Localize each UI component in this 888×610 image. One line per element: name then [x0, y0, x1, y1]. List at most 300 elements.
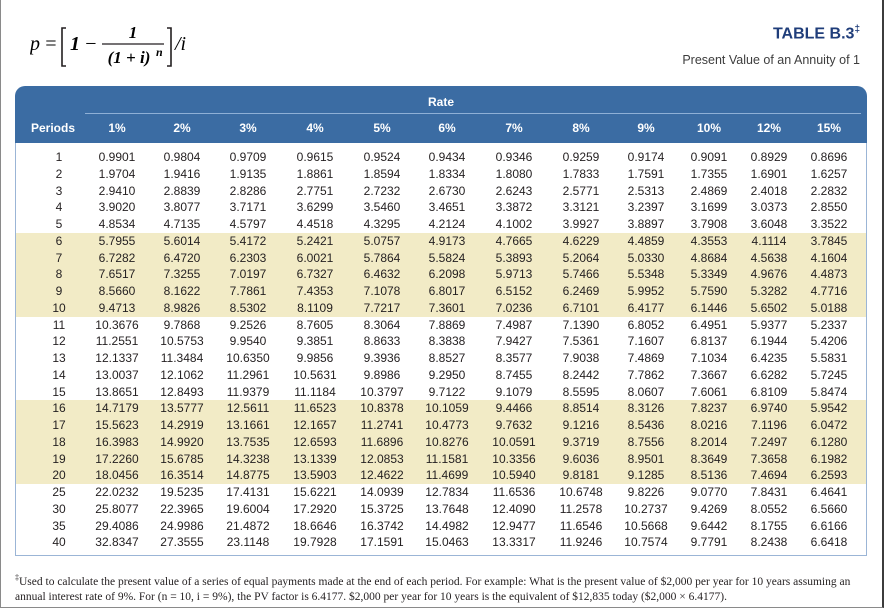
footnote-text: Used to calculate the present value of a series of equal payments made at the end of each period. For example: What is the present value of $2,000 per year for 10 years assuming an annual interest rate of 9%. For (n = 10, i = 9%), the PV factor is 6.4177. $2,000 per year for 10 years is the equivalent of $12,835 today ($2,000 × 6.4177). — [15, 575, 851, 603]
rate-header: 8% — [572, 121, 590, 135]
table-subtitle: Present Value of an Annuity of 1 — [682, 53, 860, 67]
table-cell: 9.7632 — [495, 418, 533, 432]
table-cell: 0.8696 — [810, 150, 848, 164]
table-cell: 14.8775 — [226, 468, 270, 483]
table-cell: 3.7845 — [810, 233, 848, 248]
table-cell: 10.0591 — [492, 434, 536, 449]
table-cell: 4.7135 — [163, 217, 201, 231]
table-cell: 6.4641 — [810, 485, 848, 499]
table-cell: 7.9038 — [562, 351, 600, 365]
table-cell: 5.0757 — [363, 233, 401, 248]
table-cell: 10.2737 — [624, 501, 668, 516]
table-cell: 3.8077 — [163, 200, 201, 215]
table-cell: 13.8651 — [95, 384, 139, 399]
table-cell: 29.4086 — [95, 518, 139, 533]
table-cell: 9.1079 — [495, 384, 533, 399]
table-cell: 4.5797 — [229, 217, 267, 231]
table-cell: 2.6243 — [495, 183, 533, 198]
table-cell: 5.7955 — [98, 233, 136, 248]
period-label: 8 — [55, 267, 63, 282]
table-cell: 11.9379 — [226, 384, 270, 399]
table-cell: 6.9740 — [750, 401, 788, 416]
table-cell: 1.7833 — [562, 166, 600, 181]
table-cell: 7.6061 — [690, 384, 728, 399]
table-cell: 10.4773 — [425, 418, 469, 432]
table-cell: 9.3719 — [562, 434, 600, 449]
table-cell: 3.0373 — [750, 200, 788, 215]
table-cell: 12.6593 — [293, 434, 337, 449]
table-cell: 13.3317 — [492, 535, 536, 550]
table-cell: 9.9540 — [229, 334, 267, 349]
table-cell: 4.1002 — [495, 217, 533, 231]
table-cell: 14.4982 — [425, 518, 469, 533]
table-cell: 10.3676 — [95, 317, 139, 332]
table-cell: 23.1148 — [226, 535, 270, 550]
formula-graphic — [30, 16, 200, 76]
annuity-formula — [30, 16, 200, 76]
table-cell: 7.0236 — [495, 300, 533, 315]
table-cell: 2.9410 — [98, 183, 136, 198]
table-cell: 7.0197 — [229, 267, 267, 282]
table-cell: 5.4206 — [810, 334, 848, 349]
period-label: 30 — [52, 501, 66, 516]
table-cell: 5.3282 — [750, 284, 788, 298]
table-header — [15, 86, 867, 143]
table-cell: 1.7591 — [627, 166, 665, 181]
table-cell: 12.1062 — [160, 367, 204, 382]
table-cell: 3.2397 — [627, 200, 665, 215]
table-cell: 5.3893 — [495, 250, 533, 265]
table-cell: 8.1755 — [750, 518, 788, 533]
table-cell: 8.2438 — [750, 535, 788, 550]
table-cell: 14.9920 — [160, 434, 204, 449]
table-cell: 11.3484 — [160, 351, 204, 365]
table-cell: 1.7355 — [690, 166, 728, 181]
formula-minus: − — [84, 33, 98, 55]
table-cell: 8.1622 — [163, 284, 201, 298]
table-cell: 3.4651 — [428, 200, 466, 215]
table-cell: 7.8431 — [750, 485, 788, 499]
table-cell: 14.2919 — [160, 418, 204, 432]
table-cell: 6.8137 — [690, 334, 728, 349]
table-cell: 4.1114 — [751, 233, 787, 248]
table-cell: 11.6546 — [559, 518, 603, 533]
table-cell: 9.0770 — [690, 485, 728, 499]
table-cell: 10.5668 — [624, 518, 668, 533]
table-cell: 11.1184 — [294, 384, 336, 399]
rate-header: 15% — [816, 121, 842, 135]
table-cell: 7.3601 — [428, 300, 466, 315]
table-cell: 7.3667 — [690, 367, 728, 382]
table-cell: 8.5660 — [98, 284, 136, 298]
title-mark: ‡ — [854, 24, 860, 35]
table-cell: 6.1982 — [810, 451, 848, 466]
table-cell: 2.6730 — [428, 183, 466, 198]
period-label: 40 — [52, 535, 66, 550]
table-cell: 5.6502 — [750, 300, 788, 315]
footnote-mark: ‡ — [15, 573, 19, 582]
table-cell: 9.1285 — [627, 468, 665, 483]
table-cell: 7.7861 — [229, 284, 267, 298]
table-cell: 7.9427 — [495, 334, 533, 349]
table-cell: 9.2950 — [428, 367, 466, 382]
table-cell: 15.0463 — [425, 535, 469, 550]
table-cell: 7.1078 — [363, 284, 401, 298]
table-cell: 8.3577 — [495, 351, 533, 365]
table-cell: 2.4869 — [690, 183, 728, 198]
table-cell: 13.5777 — [160, 401, 204, 416]
table-cell: 11.2961 — [226, 367, 270, 382]
table-cell: 4.8684 — [690, 250, 728, 265]
table-cell: 9.7791 — [690, 535, 728, 550]
rate-header: 9% — [637, 121, 655, 135]
table-cell: 1.9416 — [163, 166, 201, 181]
rate-rule — [85, 113, 861, 114]
period-label: 25 — [52, 485, 66, 499]
table-cell: 12.4090 — [492, 501, 536, 516]
table-cell: 9.7868 — [163, 317, 201, 332]
table-cell: 16.3742 — [360, 518, 404, 533]
rate-header: 6% — [438, 121, 456, 135]
period-label: 3 — [55, 183, 63, 198]
table-cell: 6.7101 — [562, 300, 600, 315]
table-cell: 1.6257 — [810, 166, 848, 181]
period-label: 18 — [52, 434, 66, 449]
table-cell: 9.4466 — [495, 401, 533, 416]
table-cell: 9.7122 — [428, 384, 466, 399]
table-cell: 7.5361 — [562, 334, 600, 349]
period-label: 9 — [55, 284, 63, 298]
table-cell: 5.7590 — [690, 284, 728, 298]
table-cell: 7.4869 — [627, 351, 665, 365]
table-cell: 11.6523 — [293, 401, 337, 416]
table-cell: 12.5611 — [226, 401, 270, 416]
table-cell: 1.9704 — [98, 166, 136, 181]
table-cell: 2.5313 — [627, 183, 665, 198]
table-cell: 5.8474 — [810, 384, 848, 399]
table-cell: 9.2526 — [229, 317, 267, 332]
table-cell: 0.9091 — [690, 150, 728, 164]
period-label: 16 — [52, 401, 66, 416]
table-cell: 6.0472 — [810, 418, 848, 432]
table-cell: 10.5631 — [293, 367, 337, 382]
table-cell: 7.3255 — [163, 267, 201, 282]
table-cell: 6.8052 — [627, 317, 665, 332]
table-cell: 25.8077 — [95, 501, 139, 516]
formula-denominator: (1 + i) — [107, 48, 151, 67]
table-cell: 7.3658 — [750, 451, 788, 466]
table-cell: 4.3553 — [690, 233, 728, 248]
table-cell: 7.8237 — [690, 401, 728, 416]
table-cell: 6.8109 — [750, 384, 788, 399]
table-cell: 8.7455 — [495, 367, 533, 382]
rate-header: 3% — [239, 121, 257, 135]
table-cell: 17.4131 — [226, 485, 270, 499]
table-cell: 22.0232 — [95, 485, 139, 499]
table-cell: 4.7716 — [810, 284, 848, 298]
period-label: 13 — [52, 351, 66, 365]
table-cell: 3.3522 — [810, 217, 848, 231]
rate-header: 7% — [505, 121, 523, 135]
table-cell: 4.9676 — [750, 267, 788, 282]
table-cell: 6.4177 — [627, 300, 665, 315]
table-cell: 1.8080 — [495, 166, 533, 181]
table-cell: 21.4872 — [226, 518, 270, 533]
table-cell: 13.5903 — [293, 468, 337, 483]
period-label: 7 — [55, 250, 63, 265]
table-cell: 3.1699 — [690, 200, 728, 215]
table-cell: 9.4269 — [690, 501, 728, 516]
periods-header: Periods — [30, 121, 75, 135]
table-cell: 5.4172 — [229, 233, 267, 248]
table-cell: 9.4713 — [98, 300, 136, 315]
table-cell: 6.2593 — [810, 468, 848, 483]
table-cell: 8.3064 — [363, 317, 401, 332]
table-cell: 6.0021 — [296, 250, 334, 265]
table-cell: 8.5302 — [229, 300, 267, 315]
table-cell: 17.2260 — [95, 451, 139, 466]
table-cell: 10.3356 — [492, 451, 536, 466]
table-cell: 10.1059 — [425, 401, 469, 416]
table-cell: 9.1216 — [562, 418, 600, 432]
table-cell: 11.4699 — [425, 468, 469, 483]
table-cell: 2.4018 — [750, 183, 788, 198]
table-cell: 14.0939 — [360, 485, 404, 499]
table-cell: 4.2124 — [428, 217, 466, 231]
table-cell: 9.8226 — [627, 485, 665, 499]
rate-header: 5% — [373, 121, 391, 135]
rate-header: 4% — [306, 121, 324, 135]
table-cell: 13.1339 — [293, 451, 337, 466]
table-cell: 2.8839 — [163, 183, 201, 198]
table-cell: 9.3936 — [363, 351, 401, 365]
table-cell: 3.9020 — [98, 200, 136, 215]
table-cell: 6.4235 — [750, 351, 788, 365]
table-cell: 6.1446 — [690, 300, 728, 315]
table-cell: 3.3872 — [495, 200, 533, 215]
period-label: 15 — [52, 384, 66, 399]
table-cell: 8.3649 — [690, 451, 728, 466]
table-cell: 12.1657 — [293, 418, 337, 432]
table-cell: 8.3838 — [428, 334, 466, 349]
table-cell: 1.8594 — [363, 166, 401, 181]
table-cell: 7.1196 — [751, 418, 787, 432]
table-cell: 8.8527 — [428, 351, 466, 365]
table-cell: 9.3851 — [296, 334, 334, 349]
table-cell: 3.9927 — [562, 217, 600, 231]
table-cell: 1.8334 — [428, 166, 466, 181]
table-cell: 6.7282 — [98, 250, 136, 265]
table-cell: 9.9856 — [296, 351, 334, 365]
table-cell: 6.6418 — [810, 535, 848, 550]
period-label: 35 — [52, 518, 66, 533]
table-cell: 12.7834 — [425, 485, 469, 499]
table-cell: 7.4694 — [750, 468, 788, 483]
table-cell: 0.9524 — [363, 150, 401, 164]
table-cell: 12.1337 — [95, 351, 139, 365]
table-cell: 8.3126 — [627, 401, 665, 416]
table-cell: 6.4951 — [690, 317, 728, 332]
table-cell: 10.5753 — [160, 334, 204, 349]
table-cell: 6.6166 — [810, 518, 848, 533]
table-cell: 8.8514 — [562, 401, 600, 416]
table-cell: 4.4518 — [296, 217, 334, 231]
table-cell: 5.7864 — [363, 250, 401, 265]
table-cell: 2.7751 — [296, 183, 334, 198]
table-cell: 10.7574 — [624, 535, 668, 550]
table-cell: 4.8534 — [98, 217, 136, 231]
table-cell: 16.3983 — [95, 434, 139, 449]
table-cell: 19.5235 — [160, 485, 204, 499]
table-cell: 3.6048 — [750, 217, 788, 231]
formula-one: 1 — [70, 33, 80, 55]
footnote — [15, 570, 867, 605]
table-cell: 7.4987 — [495, 317, 533, 332]
rate-label: Rate — [427, 95, 454, 109]
table-cell: 11.6536 — [492, 485, 536, 499]
table-cell: 5.6014 — [163, 233, 201, 248]
table-cell: 18.6646 — [293, 518, 337, 533]
table-cell: 15.6785 — [160, 451, 204, 466]
table-cell: 6.5152 — [495, 284, 533, 298]
table-cell: 17.1591 — [360, 535, 404, 550]
table-cell: 5.5824 — [428, 250, 466, 265]
table-cell: 12.9477 — [492, 518, 536, 533]
table-cell: 16.3514 — [160, 468, 204, 483]
table-cell: 5.0188 — [810, 300, 848, 315]
table-cell: 6.6282 — [750, 367, 788, 382]
table-cell: 10.8276 — [425, 434, 469, 449]
table-cell: 22.3965 — [160, 501, 204, 516]
period-label: 6 — [55, 233, 63, 248]
table-cell: 7.4353 — [296, 284, 334, 298]
table-cell: 0.9804 — [163, 150, 201, 164]
table-cell: 8.2014 — [690, 434, 728, 449]
period-label: 5 — [55, 217, 63, 231]
table-cell: 6.7327 — [296, 267, 334, 282]
table-cell: 3.5460 — [363, 200, 401, 215]
table-cell: 0.9434 — [428, 150, 466, 164]
table-cell: 19.6004 — [226, 501, 270, 516]
table-cell: 6.5660 — [810, 501, 848, 516]
table-cell: 19.7928 — [293, 535, 337, 550]
table-cell: 2.2832 — [810, 183, 848, 198]
table-cell: 3.8897 — [627, 217, 665, 231]
table-cell: 8.5595 — [562, 384, 600, 399]
table-cell: 5.7245 — [810, 367, 848, 382]
period-label: 10 — [52, 300, 66, 315]
table-cell: 11.2578 — [559, 501, 603, 516]
table-cell: 17.2920 — [293, 501, 337, 516]
table-cell: 5.2064 — [562, 250, 600, 265]
table-cell: 4.3295 — [363, 217, 401, 231]
period-label: 11 — [52, 317, 66, 332]
table-cell: 4.4859 — [627, 233, 665, 248]
period-label: 20 — [52, 468, 66, 483]
period-label: 1 — [55, 150, 63, 164]
table-cell: 7.7217 — [363, 300, 401, 315]
table-cell: 6.1280 — [810, 434, 848, 449]
rate-header: 1% — [108, 121, 126, 135]
table-cell: 10.6350 — [226, 351, 270, 365]
period-label: 2 — [55, 166, 63, 181]
table-cell: 0.9259 — [562, 150, 600, 164]
table-cell: 3.6299 — [296, 200, 334, 215]
table-cell: 13.7648 — [425, 501, 469, 516]
period-label: 17 — [52, 418, 66, 432]
table-cell: 7.1607 — [627, 334, 665, 349]
table-cell: 9.8181 — [562, 468, 600, 483]
formula-tail: /i — [175, 33, 187, 55]
table-cell: 27.3555 — [160, 535, 204, 550]
table-cell: 7.6517 — [98, 267, 136, 282]
table-cell: 14.7179 — [95, 401, 139, 416]
period-label: 14 — [52, 367, 66, 382]
table-cell: 8.5436 — [627, 418, 665, 432]
table-cell: 2.8286 — [229, 183, 267, 198]
table-cell: 11.9246 — [559, 535, 603, 550]
table-cell: 4.9173 — [428, 233, 466, 248]
table-cell: 4.4873 — [810, 267, 848, 282]
table-cell: 6.2098 — [428, 267, 466, 282]
table-cell: 0.9709 — [229, 150, 267, 164]
formula-numerator: 1 — [128, 23, 138, 42]
table-cell: 18.0456 — [95, 468, 139, 483]
table-cell: 12.8493 — [160, 384, 204, 399]
table-cell: 8.5136 — [690, 468, 728, 483]
table-cell: 5.9377 — [750, 317, 788, 332]
table-cell: 9.6442 — [690, 518, 728, 533]
table-cell: 9.6036 — [562, 451, 600, 466]
table-cell: 15.6221 — [293, 485, 337, 499]
table-cell: 5.7466 — [562, 267, 600, 282]
table-cell: 1.6901 — [750, 166, 788, 181]
table-cell: 6.2469 — [562, 284, 600, 298]
period-label: 4 — [55, 200, 63, 215]
table-cell: 4.7665 — [495, 233, 533, 248]
table-cell: 11.6896 — [360, 434, 404, 449]
table-cell: 0.9615 — [296, 150, 334, 164]
table-cell: 5.9542 — [810, 401, 848, 416]
formula-exponent: n — [156, 45, 163, 59]
table-cell: 5.2337 — [810, 317, 848, 332]
table-cell: 10.5940 — [492, 468, 536, 483]
table-cell: 5.9952 — [627, 284, 665, 298]
table-cell: 0.8929 — [750, 150, 788, 164]
table-cell: 0.9346 — [495, 150, 533, 164]
table-cell: 10.8378 — [360, 401, 404, 416]
table-cell: 5.5831 — [810, 351, 848, 365]
table-cell: 8.9501 — [627, 451, 665, 466]
table-cell: 7.8869 — [428, 317, 466, 332]
table-cell: 8.0216 — [690, 418, 728, 432]
table-cell: 14.3238 — [226, 451, 270, 466]
table-cell: 5.0330 — [627, 250, 665, 265]
rate-header: 10% — [696, 121, 722, 135]
table-cell: 12.4622 — [360, 468, 404, 483]
table-cell: 2.8550 — [810, 200, 848, 215]
table-cell: 5.3349 — [690, 267, 728, 282]
period-label: 19 — [52, 451, 66, 466]
table-cell: 8.1109 — [297, 300, 333, 315]
table-cell: 13.1661 — [226, 418, 270, 432]
table-cell: 8.9826 — [163, 300, 201, 315]
table-cell: 7.7862 — [627, 367, 665, 382]
table-cell: 15.5623 — [95, 418, 139, 432]
table-cell: 3.3121 — [562, 200, 600, 215]
table-cell: 8.0607 — [627, 384, 665, 399]
table-cell: 32.8347 — [95, 535, 139, 550]
